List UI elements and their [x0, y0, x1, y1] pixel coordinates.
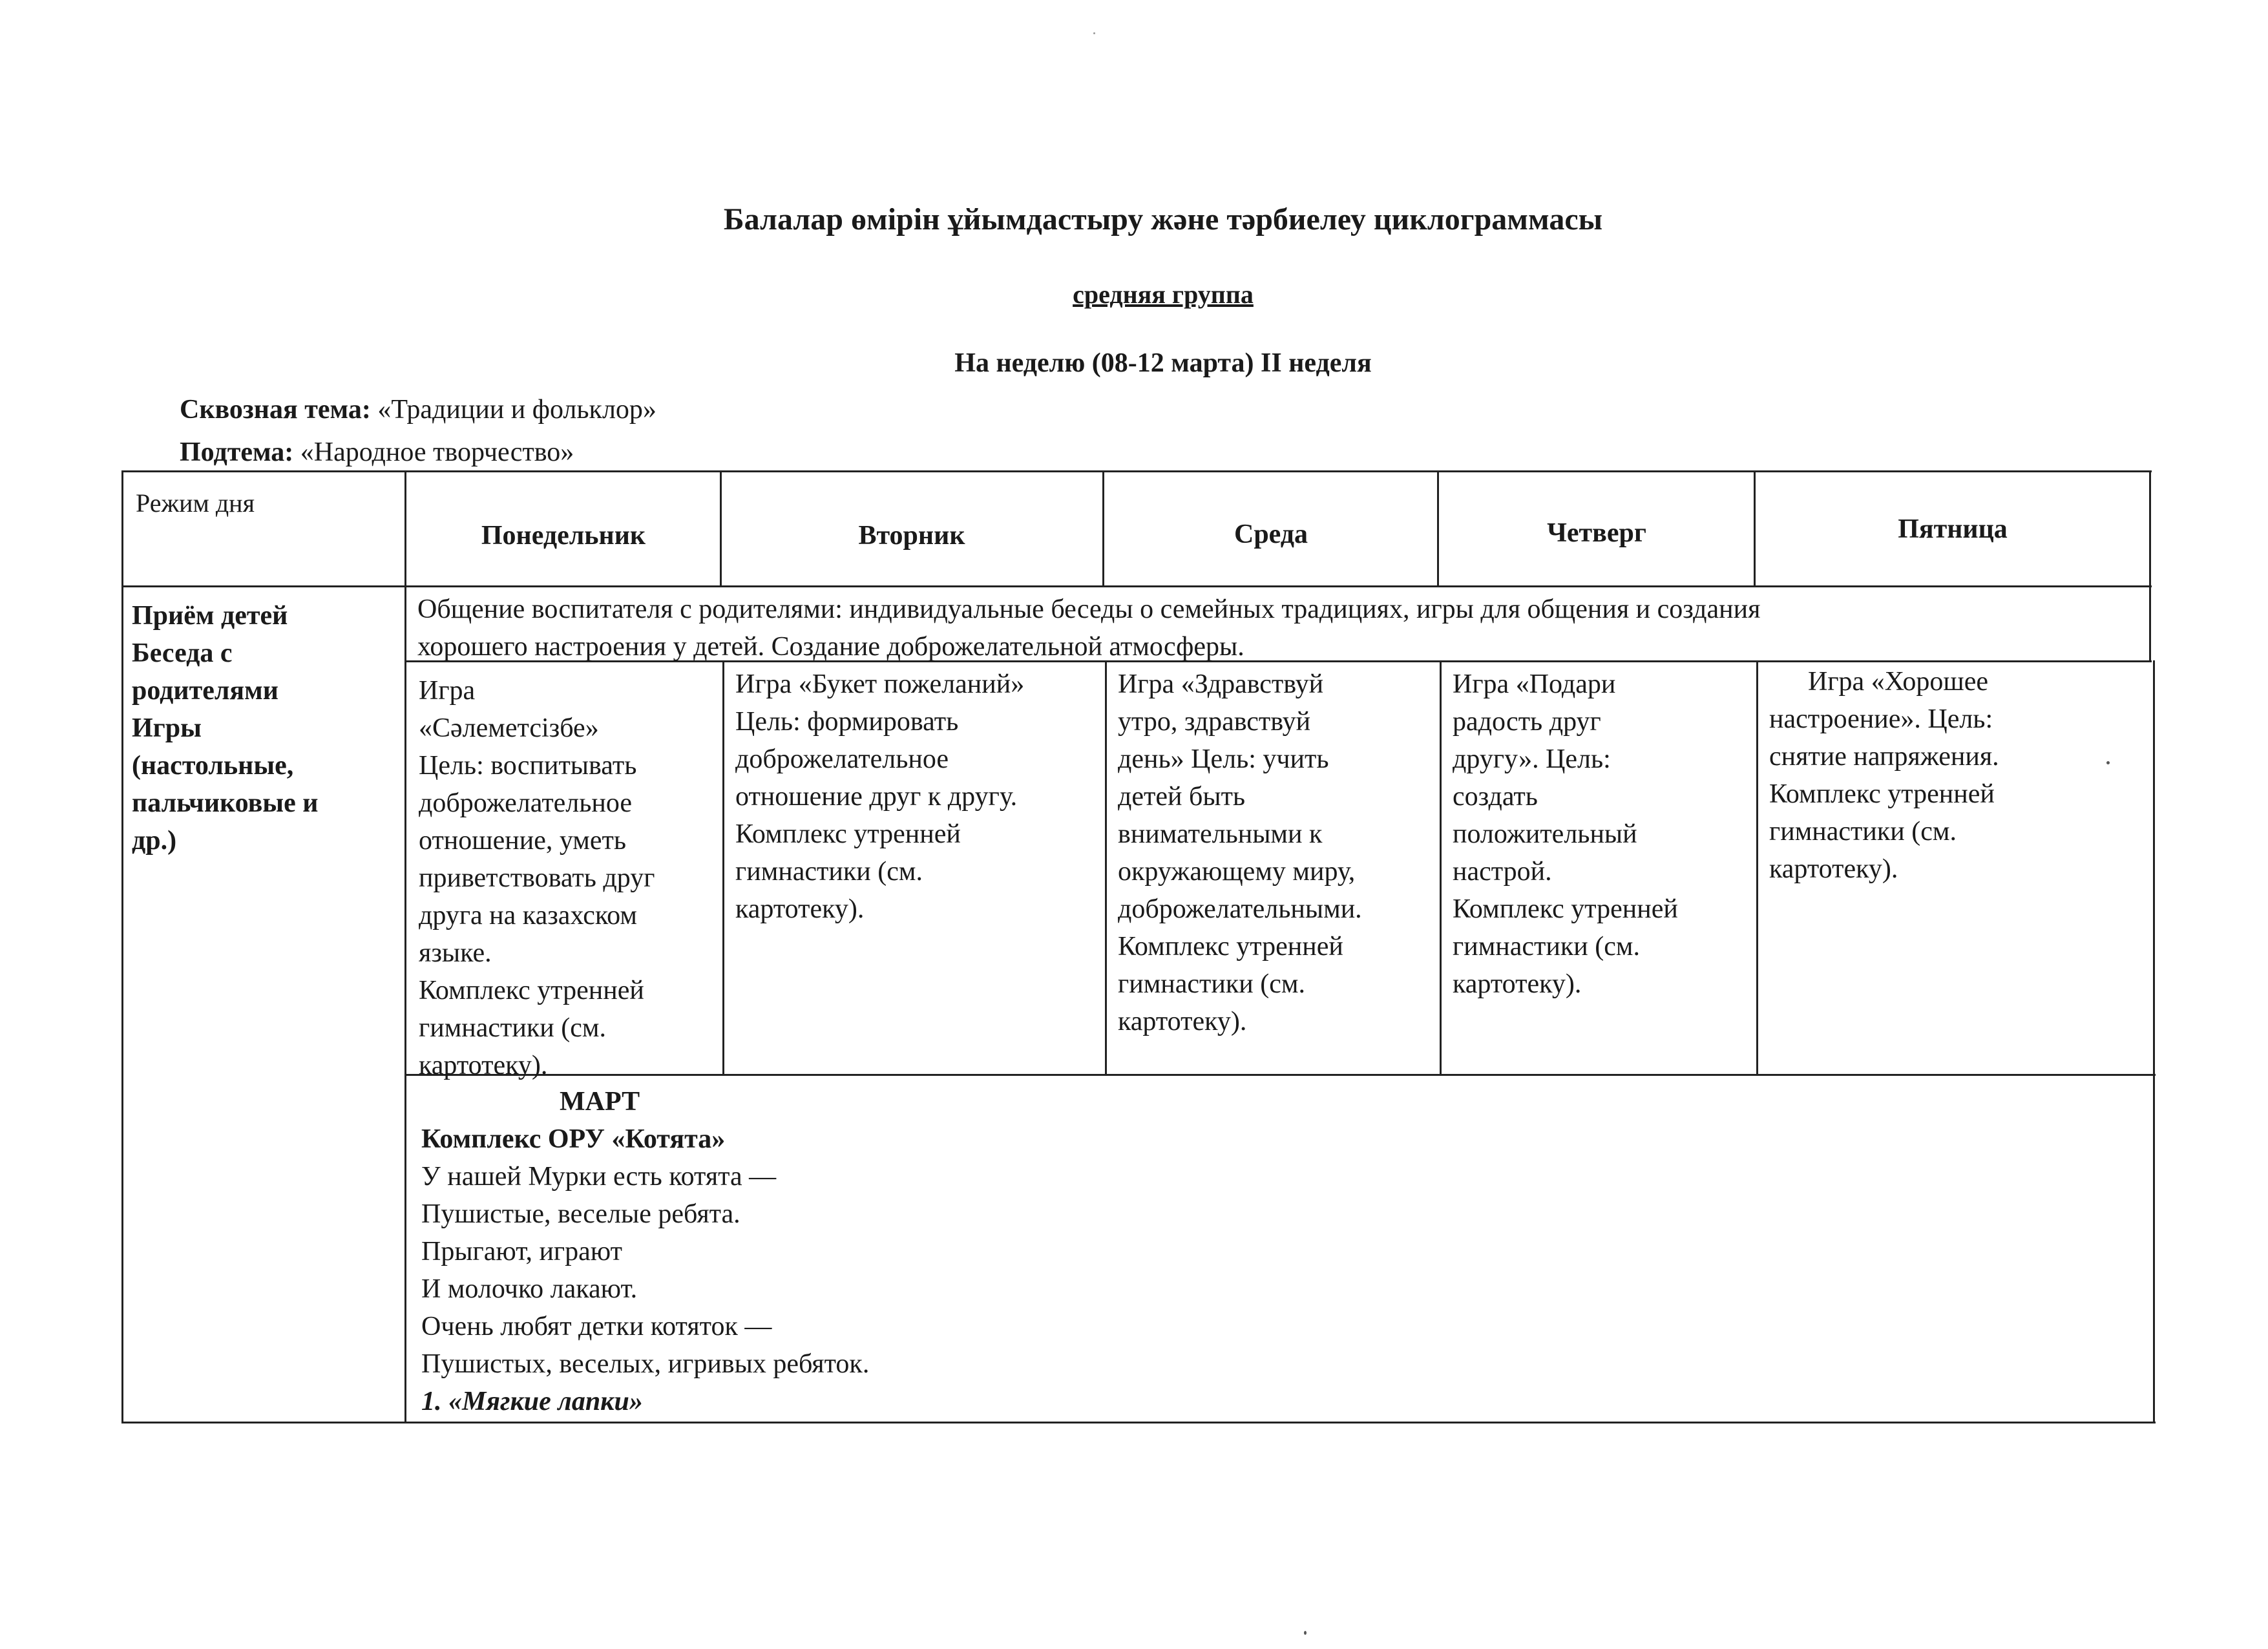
- poem-line: У нашей Мурки есть котята —: [421, 1162, 777, 1192]
- thursday-line: настрой.: [1453, 857, 1552, 887]
- header-friday: Пятница: [1898, 514, 2008, 544]
- complex-month: МАРТ: [560, 1087, 640, 1117]
- table-border-left: [121, 470, 123, 1423]
- wednesday-line: день» Цель: учить: [1118, 744, 1329, 774]
- header-wednesday: Среда: [1234, 520, 1308, 549]
- thursday-line: радость друг: [1453, 707, 1601, 737]
- scan-speck: [2106, 761, 2110, 764]
- row-head-line: Беседа с: [132, 638, 233, 668]
- monday-line: Комплекс утренней: [419, 976, 644, 1005]
- row-head: [132, 597, 403, 859]
- friday-line: Игра «Хорошее: [1808, 667, 1989, 697]
- poem-line: Очень любят детки котяток —: [421, 1312, 772, 1341]
- friday-line: картотеку).: [1769, 854, 1898, 884]
- monday-line: картотеку).: [419, 1051, 548, 1080]
- row-head-line: Приём детей: [132, 601, 288, 631]
- row-head-line: др.): [132, 826, 177, 856]
- monday-line: Цель: воспитывать: [419, 751, 637, 781]
- scan-speck: [1304, 1631, 1307, 1635]
- complex-title: Комплекс ОРУ «Котята»: [421, 1124, 726, 1154]
- thursday-line: другу». Цель:: [1453, 744, 1611, 774]
- monday-line: языке.: [419, 938, 492, 968]
- exercise-complex: [421, 1083, 2140, 1420]
- tuesday-line: Комплекс утренней: [735, 819, 961, 849]
- thursday-line: создать: [1453, 782, 1538, 812]
- wednesday-line: внимательными к: [1118, 819, 1323, 849]
- tuesday-line: гимнастики (см.: [735, 857, 923, 887]
- poem-line: Прыгают, играют: [421, 1237, 622, 1266]
- wednesday-line: доброжелательными.: [1118, 894, 1362, 924]
- week-title: На неделю (08-12 марта) II неделя: [954, 348, 1372, 378]
- poem-line: Пушистых, веселых, игривых ребяток.: [421, 1349, 870, 1379]
- subtheme-value: «Народное творчество»: [293, 437, 574, 467]
- header-thursday: Четверг: [1547, 518, 1646, 548]
- table-col-rule-3b: [1105, 660, 1107, 1075]
- friday-line: настроение». Цель:: [1769, 704, 1993, 734]
- poem-line: И молочко лакают.: [421, 1274, 638, 1304]
- table-border-top: [121, 470, 2152, 472]
- monday-line: доброжелательное: [419, 788, 633, 818]
- table-rule-header: [121, 585, 2152, 587]
- wednesday-activity: [1118, 666, 1440, 1040]
- row-head-line: Игры: [132, 713, 202, 743]
- theme-value: «Традиции и фольклор»: [370, 395, 656, 425]
- poem-line: Пушистые, веселые ребята.: [421, 1199, 740, 1229]
- monday-line: отношение, уметь: [419, 826, 627, 856]
- thursday-line: Комплекс утренней: [1453, 894, 1678, 924]
- thursday-line: положительный: [1453, 819, 1637, 849]
- common-activity-line: хорошего настроения у детей. Создание доброжелательной атмосферы.: [417, 632, 1244, 662]
- row-head-line: (настольные,: [132, 751, 294, 781]
- thursday-line: гимнастики (см.: [1453, 932, 1640, 961]
- header-monday: Понедельник: [481, 521, 646, 551]
- common-activity-line: Общение воспитателя с родителями: индивидуальные беседы о семейных традициях, игры для общения и создания: [417, 594, 1761, 624]
- tuesday-line: Цель: формировать: [735, 707, 959, 737]
- wednesday-line: картотеку).: [1118, 1007, 1247, 1036]
- tuesday-line: картотеку).: [735, 894, 865, 924]
- wednesday-line: утро, здравствуй: [1118, 707, 1311, 737]
- friday-line: снятие напряжения.: [1769, 742, 1999, 772]
- header-tuesday: Вторник: [858, 521, 965, 551]
- monday-activity: [419, 672, 720, 1084]
- wednesday-line: детей быть: [1118, 782, 1246, 812]
- table-col-rule-5b: [1756, 660, 1758, 1075]
- subtheme-label: Подтема:: [180, 437, 294, 467]
- friday-line: гимнастики (см.: [1769, 817, 1957, 846]
- wednesday-line: окружающему миру,: [1118, 857, 1356, 887]
- monday-line: приветствовать друг: [419, 863, 655, 893]
- friday-activity: [1769, 663, 2150, 888]
- monday-line: гимнастики (см.: [419, 1013, 606, 1043]
- thursday-activity: [1453, 666, 1756, 1003]
- thursday-line: Игра «Подари: [1453, 669, 1616, 699]
- table-col-rule-1: [404, 470, 406, 1423]
- corner-cell: Режим дня: [136, 488, 255, 518]
- group-title: средняя группа: [1073, 280, 1254, 309]
- wednesday-line: гимнастики (см.: [1118, 969, 1305, 999]
- table-col-rule-2b: [722, 660, 724, 1075]
- scan-speck: [1093, 32, 1095, 34]
- row-head-line: родителями: [132, 676, 278, 706]
- theme-label: Сквозная тема:: [180, 395, 371, 425]
- tuesday-line: отношение друг к другу.: [735, 782, 1018, 812]
- exercise-title: 1. «Мягкие лапки»: [421, 1387, 643, 1416]
- wednesday-line: Игра «Здравствуй: [1118, 669, 1324, 699]
- table-border-right-bottom: [2153, 660, 2155, 1423]
- tuesday-activity: [735, 666, 1104, 928]
- table-border-bottom: [121, 1422, 2156, 1423]
- monday-line: «Сәлеметсізбе»: [419, 713, 599, 743]
- wednesday-line: Комплекс утренней: [1118, 932, 1343, 961]
- monday-line: друга на казахском: [419, 901, 637, 930]
- table-border-right-top: [2149, 470, 2151, 662]
- common-activity: [417, 591, 2149, 666]
- friday-line: Комплекс утренней: [1769, 779, 1995, 809]
- row-head-line: пальчиковые и: [132, 788, 319, 818]
- monday-line: Игра: [419, 676, 476, 706]
- page-title: Балалар өмірін ұйымдастыру және тәрбиелеу циклограммасы: [723, 202, 1603, 236]
- thursday-line: картотеку).: [1453, 969, 1582, 999]
- table-col-rule-4b: [1440, 660, 1442, 1075]
- tuesday-line: Игра «Букет пожеланий»: [735, 669, 1025, 699]
- tuesday-line: доброжелательное: [735, 744, 949, 774]
